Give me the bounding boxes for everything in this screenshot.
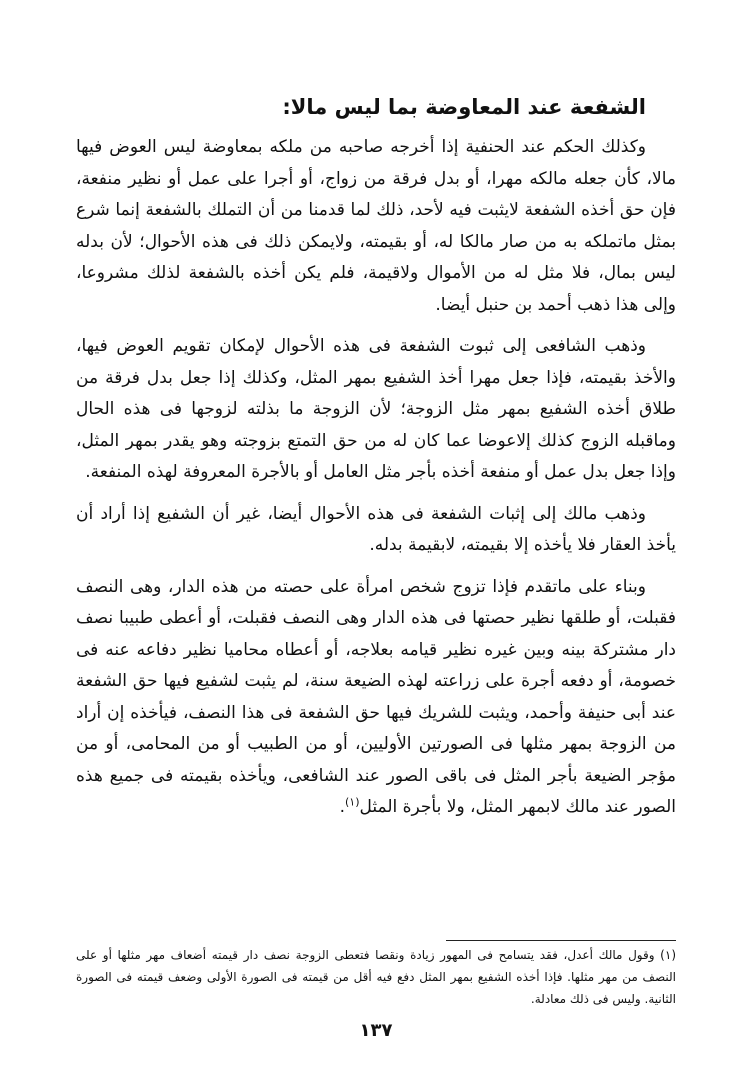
paragraph-with-footnote: [76, 572, 676, 824]
paragraph: وذهب الشافعى إلى ثبوت الشفعة فى هذه الأحوال لإمكان تقويم العوض فيها، والأخذ بقيمته، فإذا جعل مهرا أخذ الشفيع بمهر المثل، وكذلك إذا جعل بدل فرقة من طلاق أخذه الشفيع بمهر مثل الزوجة؛ لأن الزوجة ما بذلته لزوجها فى هذه الحال وماقبله الزوج كذلك إلاعوضا عما كان له من حق التمتع بزوجته وهو يقدر بمهر المثل، وإذا جعل بدل عمل أو منفعة أخذه بأجر مثل العامل أو بالأجرة المعروفة لهذه المنفعة.: [76, 336, 676, 482]
footnote-marker[interactable]: (١): [344, 795, 360, 809]
paragraph-text: وبناء على ماتقدم فإذا تزوج شخص امرأة على حصته من هذه الدار، وهى النصف فقبلت، أو طلقها نظير حصتها فى هذه الدار وهى النصف فقبلت، أو أعطى طبيبا نصف دار مشتركة بينه وبين غيره نظير قيامه بعلاجه، أو أعطاه محاميا نظير دفاعه عنه فى خصومة، أو دفعه أجرة على زراعته لهذه الضيعة سنة، لم يثبت لشفيع فيها حق الشفعة عند أبى حنيفة وأحمد، ويثبت للشريك فيها حق الشفعة فى هذا النصف، فيأخذه إن أراد من الزوجة بمهر مثلها فى الصورتين الأوليين، أو من الطبيب أو من المحامى، أو من مؤجر الضيعة بأجر المثل فى باقى الصور عند الشافعى، ويأخذه بقيمته فى جميع هذه الصور عند مالك لابمهر المثل، ولا بأجرة المثل: [76, 576, 676, 817]
section-heading: الشفعة عند المعاوضة بما ليس مالا:: [282, 95, 646, 119]
paragraph-end-punctuation: .: [339, 797, 345, 817]
paragraph: وذهب مالك إلى إثبات الشفعة فى هذه الأحوال أيضا، غير أن الشفيع إذا أراد أن يأخذ العقار فلا يأخذه إلا بقيمته، لابقيمة بدله.: [76, 503, 676, 555]
footnote-divider: [446, 940, 676, 941]
body-text: [76, 132, 676, 824]
footnotes: [76, 944, 676, 1010]
page-number: ١٣٧: [359, 1020, 393, 1041]
paragraph: وكذلك الحكم عند الحنفية إذا أخرجه صاحبه من ملكه بمعاوضة ليس العوض فيها مالا، كأن جعله مالكه مهرا، أو بدل فرقة من زواج، أو أجرا على عمل أو نظير منفعة، فإن حق أخذه الشفعة لايثبت فيه لأحد، ذلك لما قدمنا من أن التملك بالشفعة إنما شرع بمثل ماتملكه به من صار مالكا له، أو بقيمته، ولايمكن ذلك فى هذه الأحوال؛ لأن بدله ليس بمال، فلا مثل له من الأموال ولاقيمة، فلم يكن أخذه بالشفعة لذلك مشروعا، وإلى هذا ذهب أحمد بن حنبل أيضا.: [76, 137, 676, 315]
footnote-text: (١) وقول مالك أعدل، فقد يتسامح فى المهور زيادة ونقصا فتعطى الزوجة نصف دار قيمته أضعاف مهر مثلها أو على النصف من مهر مثلها. فإذا أخذه الشفيع بمهر المثل دفع فيه أقل من قيمته فى الصورة الأولى وضعف قيمته فى الصورة الثانية. وليس فى ذلك معادلة.: [76, 948, 676, 1006]
